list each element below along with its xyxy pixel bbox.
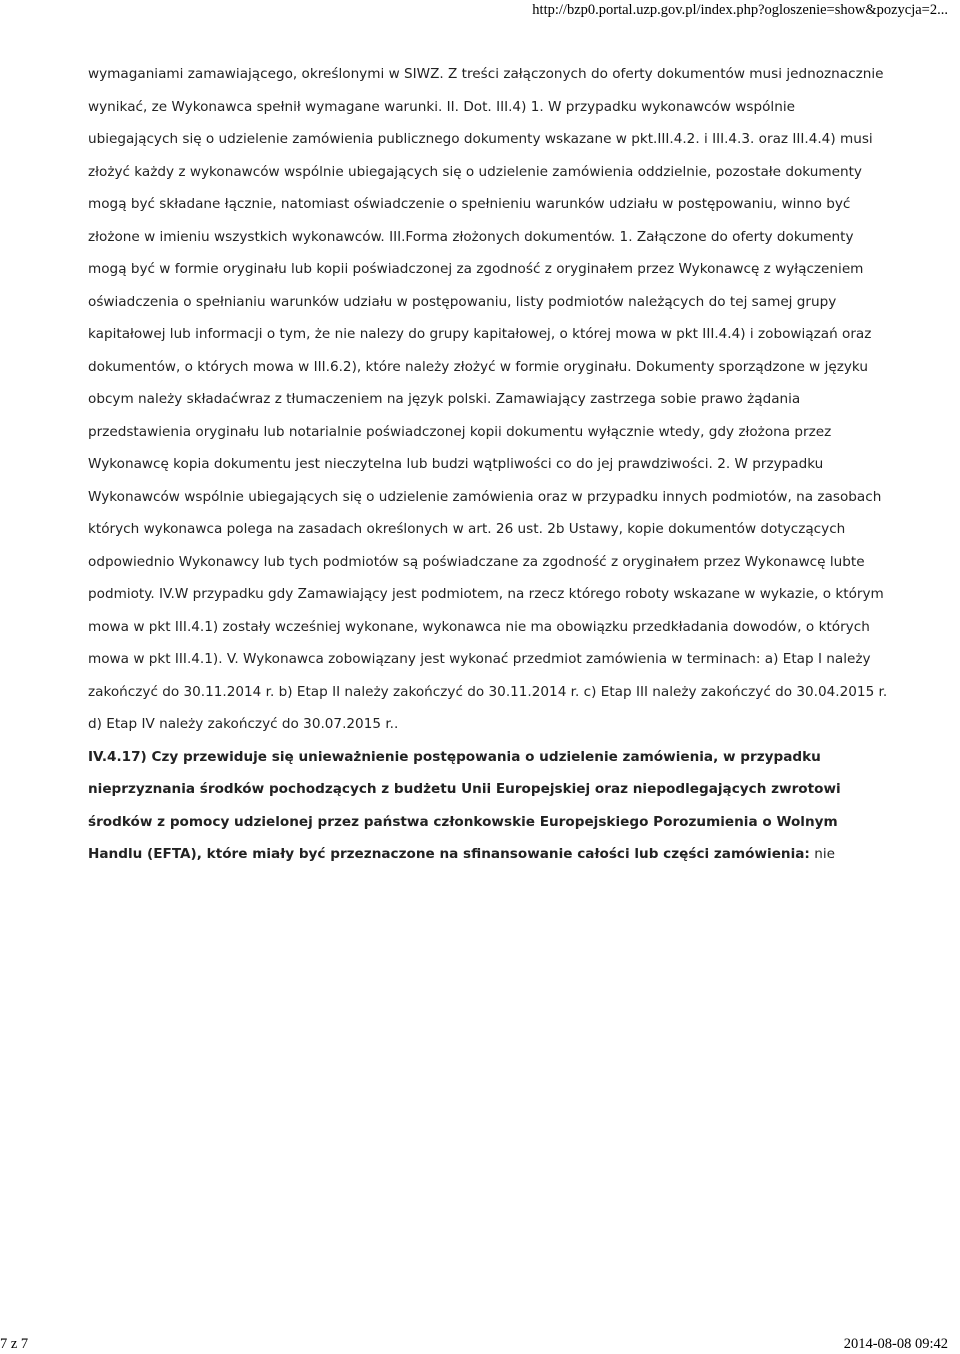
document-body bbox=[88, 58, 888, 871]
paragraph-section-iv-4-17 bbox=[88, 741, 888, 871]
page-number: 7 z 7 bbox=[0, 1336, 29, 1352]
section-question: IV.4.17) Czy przewiduje się unieważnienie postępowania o udzielenie zamówienia, w przypadku nieprzyznania środków pochodzących z budżetu Unii Europejskiej oraz niepodlegających zwrotowi środków z pomocy udzielonej przez państwa członkowskie Europejskiego Porozumienia o Wolnym Handlu (EFTA), które miały być przeznaczone na sfinansowanie całości lub części zamówienia: bbox=[88, 748, 841, 862]
print-timestamp: 2014-08-08 09:42 bbox=[843, 1336, 948, 1352]
section-answer: nie bbox=[814, 846, 835, 862]
page-url: http://bzp0.portal.uzp.gov.pl/index.php?ogloszenie=show&pozycja=2... bbox=[532, 2, 948, 18]
paragraph-main: wymaganiami zamawiającego, określonymi w SIWZ. Z treści załączonych do oferty dokumentów musi jednoznacznie wynikać, ze Wykonawca spełnił wymagane warunki. II. Dot. III.4) 1. W przypadku wykonawców wspólnie ubiegających się o udzielenie zamówienia publicznego dokumenty wskazane w pkt.III.4.2. i III.4.3. oraz III.4.4) musi złożyć każdy z wykonawców wspólnie ubiegających się o udzielenie zamówienia oddzielnie, pozostałe dokumenty mogą być składane łącznie, natomiast oświadczenie o spełnieniu warunków udziału w postępowaniu, winno być złożone w imieniu wszystkich wykonawców. III.Forma złożonych dokumentów. 1. Załączone do oferty dokumenty mogą być w formie oryginału lub kopii poświadczonej za zgodność z oryginałem przez Wykonawcę z wyłączeniem oświadczenia o spełnianiu warunków udziału w postępowaniu, listy podmiotów należących do tej samej grupy kapitałowej lub informacji o tym, że nie nalezy do grupy kapitałowej, o której mowa w pkt III.4.4) i zobowiązań oraz dokumentów, o których mowa w III.6.2), które należy złożyć w formie oryginału. Dokumenty sporządzone w języku obcym należy składaćwraz z tłumaczeniem na język polski. Zamawiający zastrzega sobie prawo żądania przedstawienia oryginału lub notarialnie poświadczonej kopii dokumentu wyłącznie wtedy, gdy złożona przez Wykonawcę kopia dokumentu jest nieczytelna lub budzi wątpliwości co do jej prawdziwości. 2. W przypadku Wykonawców wspólnie ubiegających się o udzielenie zamówienia oraz w przypadku innych podmiotów, na zasobach których wykonawca polega na zasadach określonych w art. 26 ust. 2b Ustawy, kopie dokumentów dotyczących odpowiednio Wykonawcy lub tych podmiotów są poświadczane za zgodność z oryginałem przez Wykonawcę lubte podmioty. IV.W przypadku gdy Zamawiający jest podmiotem, na rzecz którego roboty wskazane w wykazie, o którym mowa w pkt III.4.1) zostały wcześniej wykonane, wykonawca nie ma obowiązku przedkładania dowodów, o których mowa w pkt III.4.1). V. Wykonawca zobowiązany jest wykonać przedmiot zamówienia w terminach: a) Etap I należy zakończyć do 30.11.2014 r. b) Etap II należy zakończyć do 30.11.2014 r. c) Etap III należy zakończyć do 30.04.2015 r. d) Etap IV należy zakończyć do 30.07.2015 r.. bbox=[88, 66, 888, 732]
